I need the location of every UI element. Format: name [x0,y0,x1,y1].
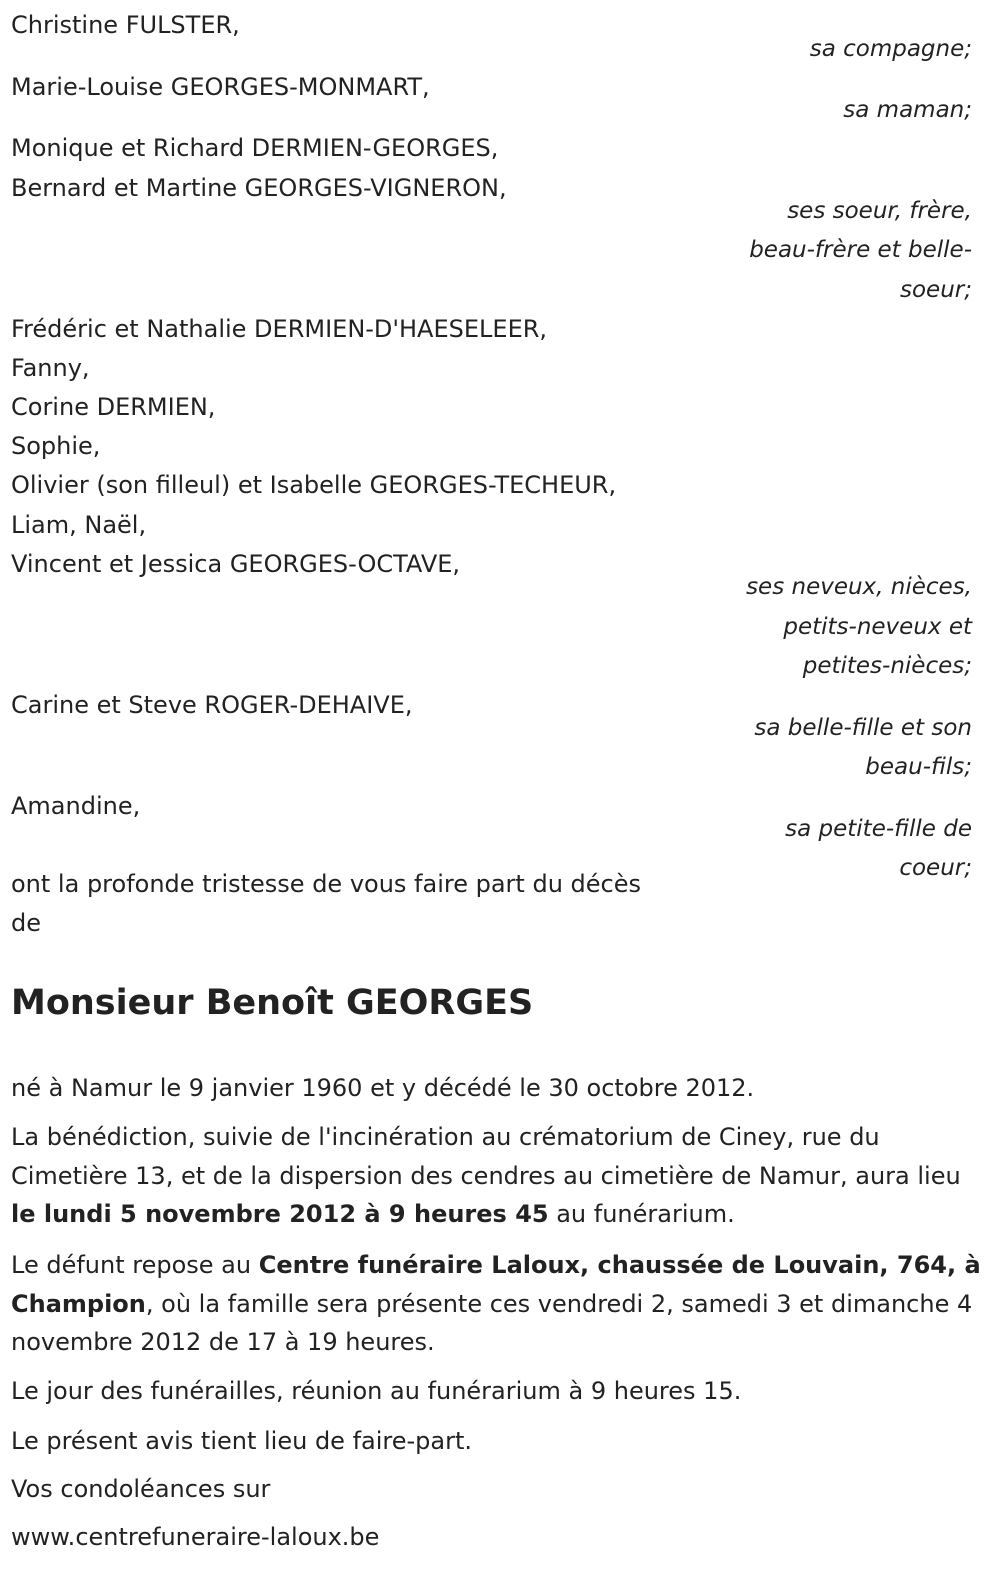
announcement-line: ont la profonde tristesse de vous faire part du décès [11,870,641,898]
notice: Le présent avis tient lieu de faire-part. [11,1427,473,1455]
relation-nephews-line: ses neveux, nièces, [746,574,972,600]
rest-text: Le défunt repose au [11,1251,259,1279]
ceremony-location: au funérarium. [548,1200,735,1228]
family-granddaughter: Amandine, [11,792,141,820]
relation-siblings-line: ses soeur, frère, [787,198,972,224]
relation-granddaughter-line: sa petite-fille de [785,816,972,842]
family-companion: Christine FULSTER, [11,11,240,39]
gathering: Le jour des funérailles, réunion au funérarium à 9 heures 15. [11,1377,742,1405]
family-nephew: Fanny, [11,354,90,382]
condolences-label: Vos condoléances sur [11,1475,271,1503]
deceased-name: Monsieur Benoît GEORGES [11,983,534,1023]
family-nephew: Olivier (son filleul) et Isabelle GEORGES-TECHEUR, [11,471,617,499]
family-nephew: Frédéric et Nathalie DERMIEN-D'HAESELEER, [11,315,548,343]
announcement-line: de [11,909,41,937]
website-link[interactable]: www.centrefuneraire-laloux.be [11,1523,380,1551]
ceremony-date: le lundi 5 novembre 2012 à 9 heures 45 [11,1200,549,1228]
ceremony-text: La bénédiction, suivie de l'incinération au crématorium de Ciney, rue du Cimetière 13, et de la dispersion des cendres au cimetière de Namur, aura lieu [11,1123,961,1190]
family-stepdaughter: Carine et Steve ROGER-DEHAIVE, [11,691,413,719]
relation-nephews-line: petites-nièces; [802,653,972,679]
relation-companion: sa compagne; [809,36,972,62]
relation-stepdaughter-line: beau-fils; [865,754,972,780]
ceremony-paragraph [11,1118,986,1234]
family-nephew: Sophie, [11,432,101,460]
relation-stepdaughter-line: sa belle-fille et son [754,715,972,741]
relation-siblings-line: beau-frère et belle- [749,237,972,263]
relation-nephews-line: petits-neveux et [783,614,972,640]
family-sibling: Monique et Richard DERMIEN-GEORGES, [11,134,499,162]
rest-address: Centre funéraire Laloux, chaussée de Louvain, 764, à Champion [11,1251,981,1318]
rest-visiting-hours: , où la famille sera présente ces vendredi 2, samedi 3 et dimanche 4 novembre 2012 de 17 à 19 heures. [11,1289,973,1356]
family-nephew: Liam, Naël, [11,511,147,539]
birth-death: né à Namur le 9 janvier 1960 et y décédé le 30 octobre 2012. [11,1074,755,1102]
rest-paragraph [11,1246,986,1362]
relation-granddaughter-line: coeur; [899,855,972,881]
family-mother: Marie-Louise GEORGES-MONMART, [11,73,430,101]
family-nephew: Corine DERMIEN, [11,393,216,421]
relation-siblings-line: soeur; [900,277,972,303]
family-nephew: Vincent et Jessica GEORGES-OCTAVE, [11,550,461,578]
family-sibling: Bernard et Martine GEORGES-VIGNERON, [11,174,507,202]
relation-mother: sa maman; [843,97,972,123]
